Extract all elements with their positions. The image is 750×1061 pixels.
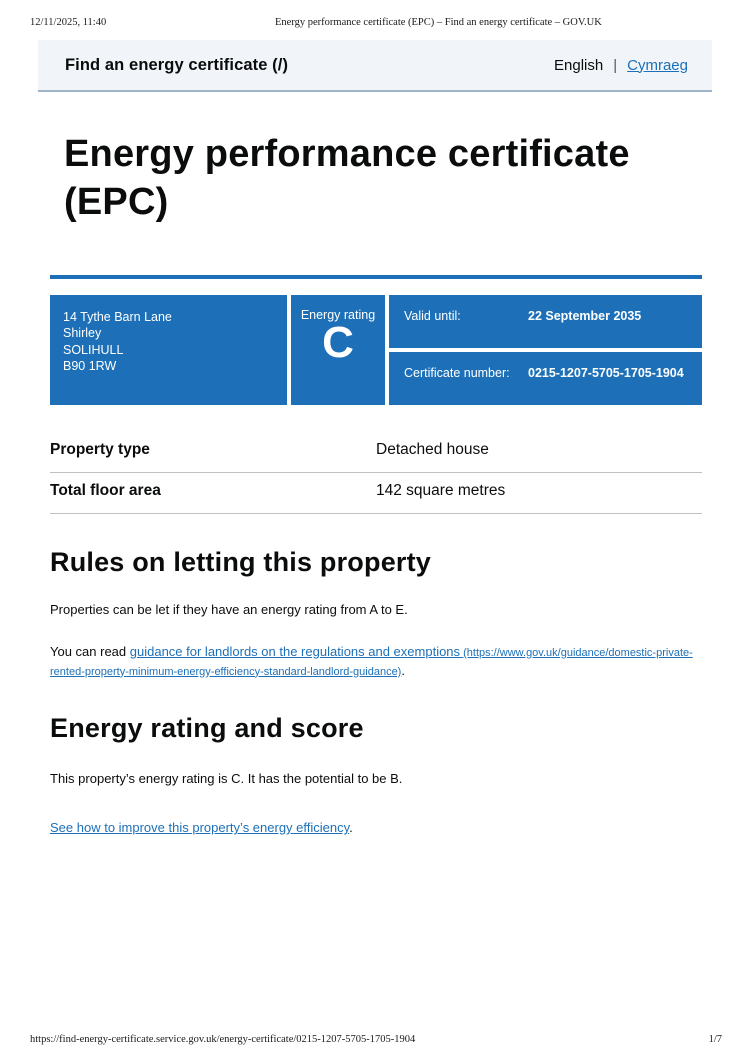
guidance-paragraph [50,643,705,681]
guidance-paragraph-suffix: . [401,662,405,678]
certificate-number-label: Certificate number: [404,365,510,380]
language-separator: | [613,56,618,74]
address-line-3: SOLIHULL [63,342,124,357]
service-name-link[interactable]: Find an energy certificate (/) [65,55,289,74]
certificate-summary-panel [50,295,702,405]
energy-rating-value: C [322,317,354,367]
landlord-guidance-link-text: guidance for landlords on the regulations and exemptions [129,643,461,659]
print-footer-url: https://find-energy-certificate.service.gov.uk/energy-certificate/0215-1207-5705-1705-1904 [30,1034,416,1045]
letting-section-heading: Rules on letting this property [50,546,432,577]
page-title: Energy performance certificate (EPC) [64,133,630,223]
landlord-guidance-link[interactable] [50,644,693,678]
print-footer [30,1034,722,1045]
address-line-4: B90 1RW [63,359,117,374]
address-line-1: 14 Tythe Barn Lane [63,309,172,324]
total-floor-area-label: Total floor area [50,481,161,499]
improve-efficiency-link[interactable]: See how to improve this property’s energy efficiency [50,820,350,836]
section-divider-rule [50,275,702,279]
print-page-number: 1/7 [708,1034,722,1045]
property-type-value: Detached house [376,440,489,458]
address-line-2: Shirley [63,326,102,341]
certificate-meta-panel [389,295,702,405]
language-current: English [554,56,604,74]
property-details-table [50,432,702,514]
letting-paragraph: Properties can be let if they have an energy rating from A to E. [50,601,408,617]
certificate-number-row [389,352,702,405]
table-row [50,432,702,473]
property-type-label: Property type [50,440,150,458]
valid-until-row [389,295,702,348]
rating-summary-paragraph: This property’s energy rating is C. It has the potential to be B. [50,771,403,787]
main-content [50,94,702,838]
print-datetime: 12/11/2025, 11:40 [30,17,107,28]
certificate-number-value: 0215-1207-5705-1705-1904 [528,365,684,380]
energy-rating-label: Energy rating [300,307,376,322]
language-switcher [554,57,688,74]
rating-section-heading: Energy rating and score [50,713,364,744]
service-header [38,40,712,92]
landlord-guidance-link-url: (https://www.gov.uk/guidance/domestic-private-rented-property-minimum-energy-efficiency-standard-landlord-guidance) [50,646,693,678]
valid-until-label: Valid until: [404,308,461,323]
language-link-cymraeg[interactable]: Cymraeg [627,56,688,74]
print-header [30,17,722,31]
energy-rating-panel [291,295,385,405]
total-floor-area-value: 142 square metres [376,481,506,499]
improve-paragraph-suffix: . [349,820,353,836]
table-row [50,473,702,514]
guidance-paragraph-prefix: You can read [50,643,130,659]
property-address [50,295,287,405]
improve-paragraph [50,819,705,838]
valid-until-value: 22 September 2035 [528,308,642,323]
print-document-title: Energy performance certificate (EPC) – Find an energy certificate – GOV.UK [275,17,602,28]
